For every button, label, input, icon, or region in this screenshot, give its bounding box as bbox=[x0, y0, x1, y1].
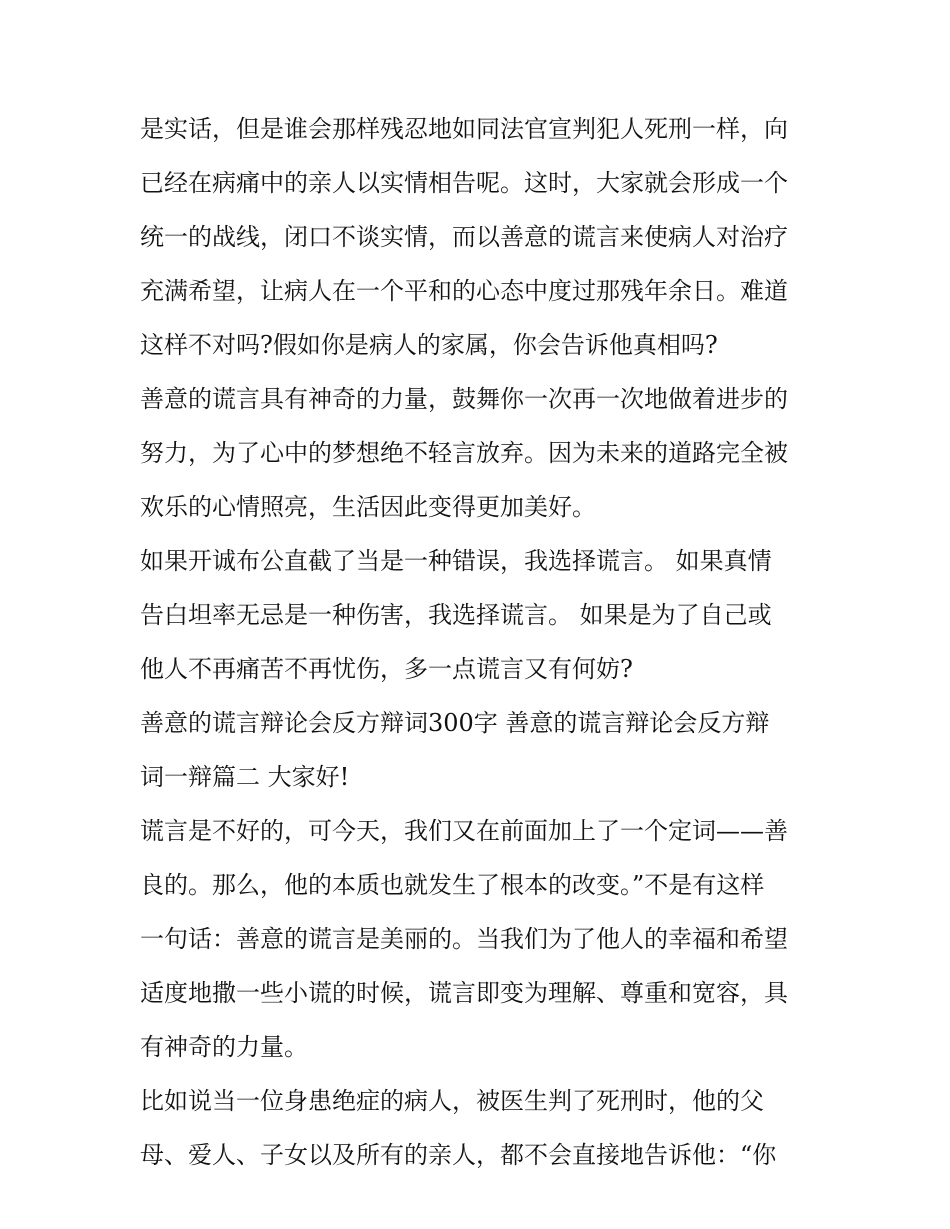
text-line: 比如说当一位身患绝症的病人，被医生判了死刑时，他的父 bbox=[140, 1087, 764, 1115]
body-text bbox=[140, 102, 830, 1182]
text-line: 告白坦率无忌是一种伤害，我选择谎言。 如果是为了自己或 bbox=[140, 601, 772, 629]
text-line: 有神奇的力量。 bbox=[140, 1033, 308, 1061]
text-line: 统一的战线，闭口不谈实情，而以善意的谎言来使病人对治疗 bbox=[140, 223, 788, 251]
text-line: 已经在病痛中的亲人以实情相告呢。这时，大家就会形成一个 bbox=[140, 169, 788, 197]
text-line: 适度地撒一些小谎的时候，谎言即变为理解、尊重和宽容，具 bbox=[140, 979, 788, 1007]
text-line: 词一辩篇二 大家好! bbox=[140, 763, 350, 791]
text-line: 善意的谎言具有神奇的力量，鼓舞你一次再一次地做着进步的 bbox=[140, 385, 788, 413]
text-line: 谎言是不好的，可今天，我们又在前面加上了一个定词——善 bbox=[140, 817, 788, 845]
text-line: 母、爱人、子女以及所有的亲人，都不会直接地告诉他：“你 bbox=[140, 1141, 777, 1169]
text-line: 良的。那么，他的本质也就发生了根本的改变。”不是有这样 bbox=[140, 871, 765, 899]
text-line: 一句话：善意的谎言是美丽的。当我们为了他人的幸福和希望 bbox=[140, 925, 788, 953]
text-line: 如果开诚布公直截了当是一种错误，我选择谎言。 如果真情 bbox=[140, 547, 772, 575]
text-line: 善意的谎言辩论会反方辩词300字 善意的谎言辩论会反方辩 bbox=[140, 709, 770, 737]
text-line: 努力，为了心中的梦想绝不轻言放弃。因为未来的道路完全被 bbox=[140, 439, 788, 467]
text-line: 这样不对吗?假如你是病人的家属，你会告诉他真相吗? bbox=[140, 331, 718, 359]
text-line: 充满希望，让病人在一个平和的心态中度过那残年余日。难道 bbox=[140, 277, 788, 305]
text-line: 是实话，但是谁会那样残忍地如同法官宣判犯人死刑一样，向 bbox=[140, 115, 788, 143]
text-line: 他人不再痛苦不再忧伤，多一点谎言又有何妨? bbox=[140, 655, 633, 683]
text-line: 欢乐的心情照亮，生活因此变得更加美好。 bbox=[140, 493, 596, 521]
